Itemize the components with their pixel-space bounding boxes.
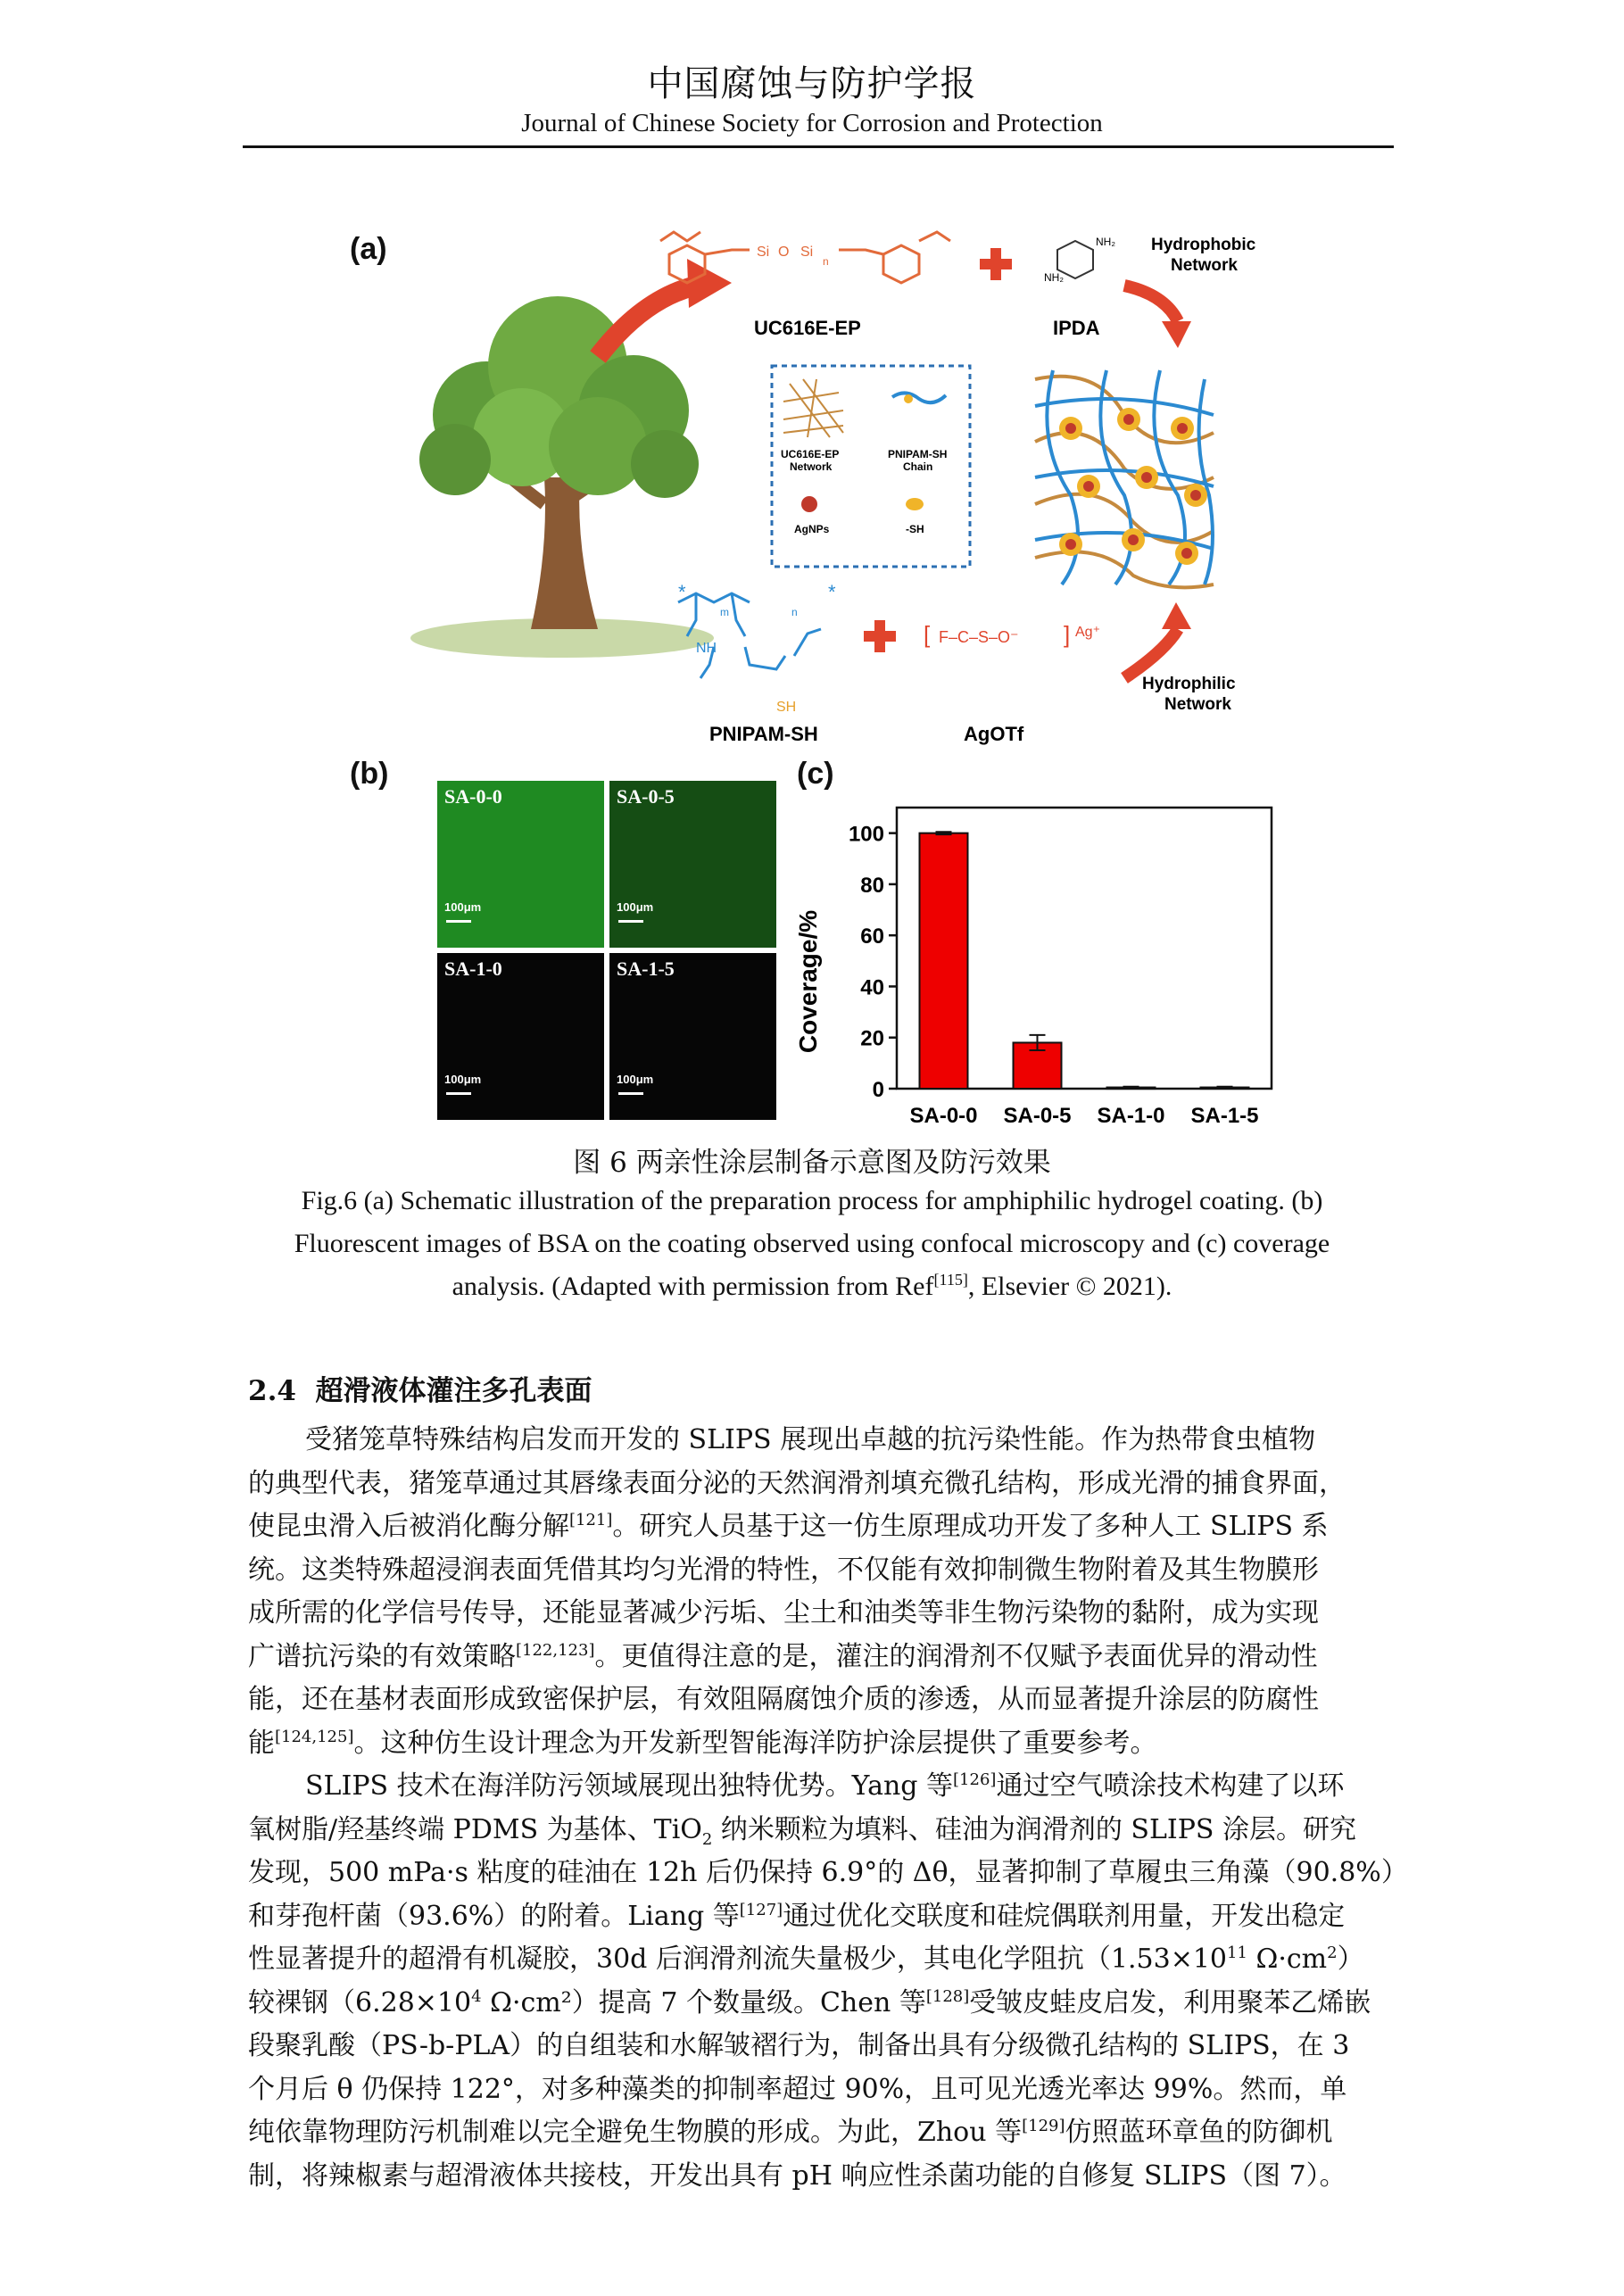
paragraph-2: SLIPS 技术在海洋防污领域展现出独特优势。Yang 等[126]通过空气喷涂技术构建了以环 氧树脂/羟基终端 PDMS 为基体、TiO$_2$ 纳米颗粒为填料、硅油为润滑剂的 SLIPS 涂层。研究 发现，500 mPa·s 粘度的硅油在 12h 后仍保持 6.9°的 Δθ，显著抑制了草履虫三角藻（90.8%） 和芽孢杆菌（93.6%）的附着。Liang 等[127]通过优化交联度和硅烷偶联剂用量，开发出稳定 性显著提升的超滑有机凝胶，30d 后润滑剂流失量极少，其电化学阻抗（$1.53\times 10^{11}$ $\Omega\cdot cm^2$） 较裸钢（$6.28\times 10^4$ Ω·cm²）提高 7 个数量级。Chen 等[128]受皱皮蛙皮启发，利用聚苯乙烯嵌 段聚乳酸（PS-b-PLA）的自组装和水解皱褶行为，制备出具有分级微孔结构的 SLIPS，在 3 个月后 θ 仍保持 122°，对多种藻类的抑制率超过 90%，且可见光透光率达 99%。然而，单 纯依靠物理防污机制难以完全避免生物膜的形成。为此，Zhou 等[129]仿照蓝环章鱼的防御机 制，将辣椒素与超滑液体共接枝，开发出具有 pH 响应性杀菌功能的自修复 SLIPS（图 7）。	[248, 1770, 1408, 2192]
figure-caption-en-3: analysis. (Adapted with permission from Ref[115], Elsevier © 2021).	[452, 1271, 1172, 1301]
svg-text:n: n	[823, 255, 829, 268]
svg-text:Chain: Chain	[903, 460, 933, 473]
chain-swatch	[892, 393, 946, 402]
svg-text:PNIPAM-SH: PNIPAM-SH	[888, 448, 948, 460]
svg-text:Si: Si	[757, 245, 770, 260]
x-tick-label: SA-1-0	[1097, 1104, 1165, 1128]
panel-b-tag: (b)	[350, 757, 389, 791]
bar-sa-0-0	[920, 833, 968, 1089]
svg-text:n: n	[791, 606, 798, 618]
citation: [124,125]	[275, 1727, 354, 1746]
label-uc616e-ep: UC616E-EP	[754, 317, 861, 339]
svg-text:]: ]	[1064, 621, 1071, 648]
x-tick-label: SA-0-0	[909, 1104, 978, 1128]
figure-caption-cn: 图 6 两亲性涂层制备示意图及防污效果	[573, 1147, 1051, 1179]
fluorescence-image-sa-0-0: SA-0-0 100μm	[437, 781, 604, 948]
svg-text:Hydrophilic: Hydrophilic	[1142, 675, 1236, 693]
label-agotf: AgOTf	[964, 723, 1024, 745]
citation: [121]	[569, 1511, 613, 1529]
coverage-bar-chart	[790, 799, 1285, 1138]
svg-text:m: m	[720, 606, 729, 618]
y-tick-label: 20	[860, 1026, 884, 1051]
panel-c-tag: (c)	[797, 757, 834, 791]
svg-text:NH₂: NH₂	[1096, 236, 1115, 248]
svg-text:NH₂: NH₂	[1044, 271, 1064, 284]
citation: [128]	[925, 1986, 970, 2006]
citation: [122,123]	[516, 1640, 595, 1660]
network-swatch	[783, 379, 843, 437]
svg-text:Si: Si	[800, 245, 814, 260]
agnp-swatch	[801, 496, 817, 512]
arrow-up	[598, 286, 696, 357]
fluorescence-image-sa-1-0: SA-1-0 100μm	[437, 953, 604, 1120]
y-tick-label: 80	[860, 873, 884, 898]
paragraph-1: 受猪笼草特殊结构启发而开发的 SLIPS 展现出卓越的抗污染性能。作为热带食虫植物 的典型代表，猪笼草通过其唇缘表面分泌的天然润滑剂填充微孔结构，形成光滑的捕食界面， 使昆虫滑入后被消化酶分解[121]。研究人员基于这一仿生原理成功开发了多种人工 SLIPS 系 统。这类特殊超浸润表面凭借其均匀光滑的特性，不仅能有效抑制微生物附着及其生物膜形 成所需的化学信号传导，还能显著减少污垢、尘土和油类等非生物污染物的黏附，成为实现 广谱抗污染的有效策略[122,123]。更值得注意的是，灌注的润滑剂不仅赋予表面优异的滑动性 能，还在基材表面形成致密保护层，有效阻隔腐蚀介质的渗透，从而显著提升涂层的防腐性 能[124,125]。这种仿生设计理念为开发新型智能海洋防护涂层提供了重要参考。	[248, 1424, 1346, 1759]
svg-text:UC616E-EP: UC616E-EP	[781, 448, 840, 460]
fluorescence-image-sa-1-5: SA-1-5 100μm	[609, 953, 776, 1120]
y-tick-label: 0	[872, 1078, 884, 1102]
svg-text:Hydrophobic: Hydrophobic	[1151, 236, 1256, 254]
svg-text:Network: Network	[1164, 695, 1231, 714]
citation: [115]	[933, 1271, 968, 1289]
y-axis-label: Coverage/%	[794, 909, 822, 1054]
svg-text:*: *	[828, 581, 836, 603]
figure-caption-en-1: Fig.6 (a) Schematic illustration of the preparation process for amphiphilic hydrogel coating. (b)	[301, 1186, 1323, 1215]
fluorescence-grid	[437, 781, 780, 1120]
fluorescence-image-sa-0-5: SA-0-5 100μm	[609, 781, 776, 948]
journal-title-cn: 中国腐蚀与防护学报	[647, 63, 977, 104]
svg-text:Network: Network	[790, 460, 833, 473]
x-tick-label: SA-1-5	[1190, 1104, 1259, 1128]
panel-a-schematic	[357, 210, 1303, 754]
svg-text:AgNPs: AgNPs	[794, 523, 830, 535]
x-tick-label: SA-0-5	[1003, 1104, 1072, 1128]
hybrid-network	[1035, 370, 1214, 587]
svg-text:NH: NH	[696, 641, 717, 656]
panel-a-tag: (a)	[350, 232, 387, 266]
citation: [126]	[953, 1770, 997, 1789]
label-pnipam-sh: PNIPAM-SH	[709, 723, 818, 745]
sh-swatch	[906, 498, 924, 510]
y-tick-label: 60	[860, 924, 884, 949]
header-rule	[243, 145, 1394, 148]
svg-text:SH: SH	[776, 700, 797, 715]
svg-text:Network: Network	[1171, 256, 1238, 275]
svg-text:*: *	[678, 581, 686, 603]
svg-text:[: [	[924, 621, 931, 648]
svg-text:Ag⁺: Ag⁺	[1075, 625, 1101, 640]
svg-text:O: O	[778, 245, 790, 260]
label-ipda: IPDA	[1053, 317, 1100, 339]
svg-text:-SH: -SH	[906, 523, 924, 535]
section-heading: 2.4 超滑液体灌注多孔表面	[248, 1375, 592, 1407]
svg-text:F–C–S–O⁻: F–C–S–O⁻	[939, 628, 1019, 646]
tree-illustration	[410, 296, 714, 658]
figure-caption-en-2: Fluorescent images of BSA on the coating observed using confocal microscopy and (c) coverage	[294, 1229, 1330, 1258]
y-tick-label: 40	[860, 975, 884, 1000]
journal-title-en: Journal of Chinese Society for Corrosion and Protection	[521, 109, 1103, 137]
citation: [127]	[739, 1900, 783, 1919]
citation: [129]	[1022, 2117, 1065, 2135]
y-tick-label: 100	[848, 822, 884, 847]
